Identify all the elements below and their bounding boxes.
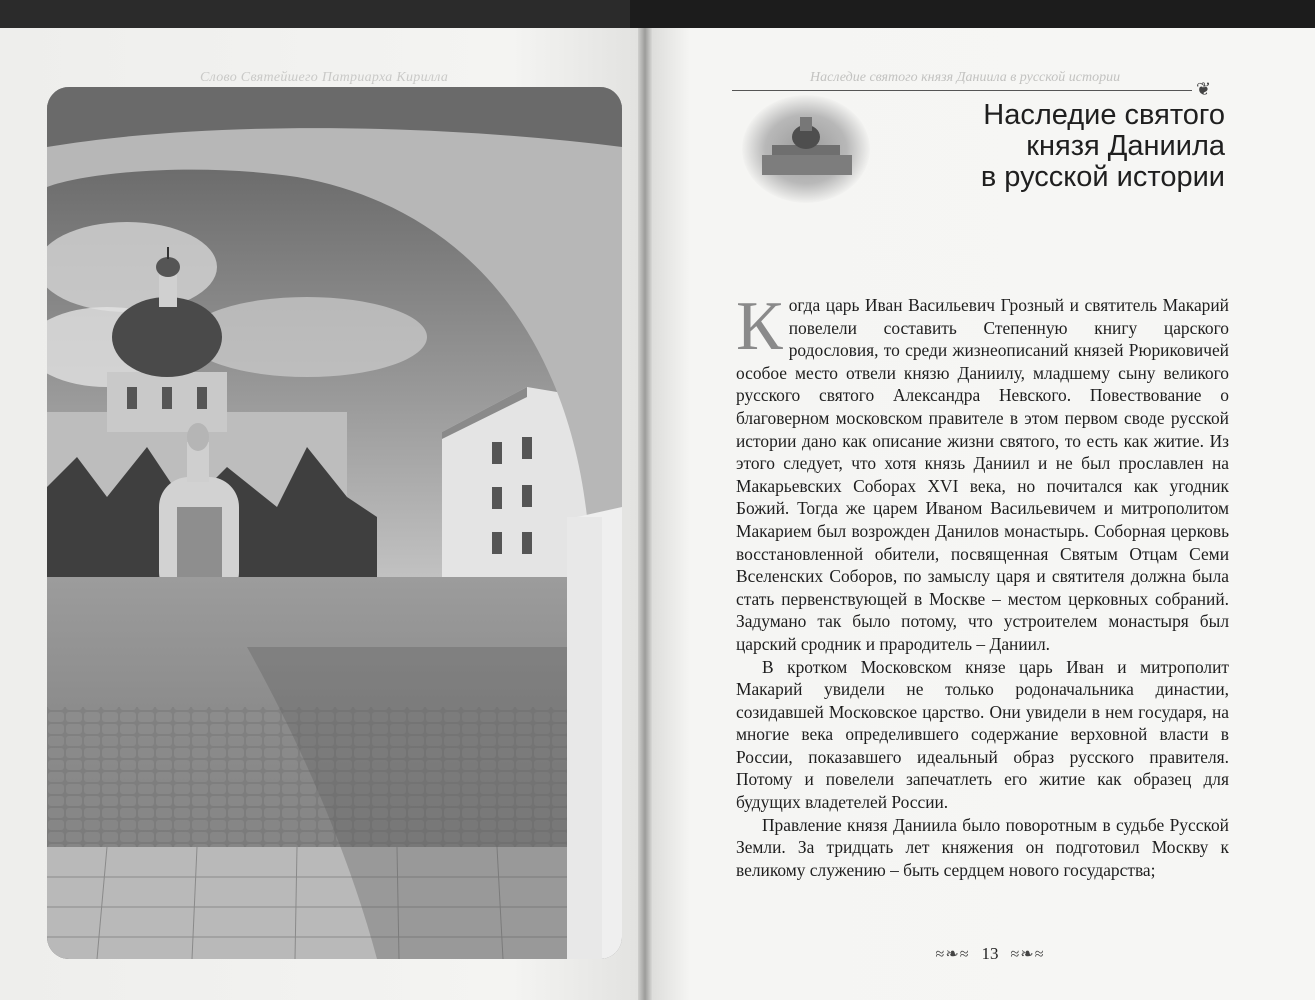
paragraph-1-text: огда царь Иван Васильевич Грозный и святитель Макарий повелели составить Степенную книгу царского родословия, то среди жизнеописаний князей Рюриковичей особое место отвели князю Даниилу, младшему сыну великого русского святого Александра Невского. Повествование о благоверном московском правителе в этом первом своде русской истории дано как описание жизни святого, то есть как житие. Из этого следует, что хотя князь Даниил и не был прославлен на Макарьевских Соборах XVI века, но почитался как угодник Божий. Тогда же царем Иваном Васильевичем и митрополитом Макарием был возрожден Данилов монастырь. Соборная церковь восстановленной обители, посвященная Святым Отцам Семи Вселенских Соборов, по замыслу царя и святителя должна была стать первенствующей в Москве – местом церковных собраний. Задумано так было потому, что устроителем монастыря был царский сродник и прародитель – Даниил. — [736, 295, 1229, 654]
church-vignette-image — [742, 95, 870, 203]
paragraph-1 — [736, 288, 1229, 656]
background-edge — [630, 0, 1315, 30]
chapter-body — [736, 288, 1229, 881]
page-number: 13 — [981, 944, 999, 963]
footer-ornament-right-icon: ≈❧≈ — [1010, 946, 1045, 963]
heading-line-1: Наследие святого — [983, 99, 1225, 131]
monastery-courtyard-photo — [47, 87, 622, 959]
paragraph-2: В кротком Московском князе царь Иван и митрополит Макарий увидели не только родоначальника династии, созидавшей Московское царство. Они увидели в нем государя, на многие века определившего содержание верховной власти в России, показавшего идеальный образ русского правителя. Потому и повелели запечатлеть его житие как образец для будущих владетелей России. — [736, 656, 1229, 813]
chapter-heading — [900, 100, 1225, 193]
right-running-head: Наследие святого князя Даниила в русской истории — [810, 70, 1121, 85]
heading-line-2: князя Даниила — [1026, 130, 1225, 162]
paragraph-3: Правление князя Даниила было поворотным в судьбе Русской Земли. За тридцать лет княжения он подготовил Москву к великому служению – быть сердцем нового государства; — [736, 814, 1229, 880]
ornament-icon: ❦ — [1196, 79, 1212, 99]
book-gutter — [638, 28, 652, 1000]
heading-line-3: в русской истории — [980, 161, 1225, 193]
header-rule — [732, 90, 1192, 91]
page-footer — [925, 944, 1055, 964]
drop-cap: К — [736, 288, 783, 365]
footer-ornament-left-icon: ≈❧≈ — [935, 946, 970, 963]
left-running-head: Слово Святейшего Патриарха Кирилла — [200, 70, 449, 85]
